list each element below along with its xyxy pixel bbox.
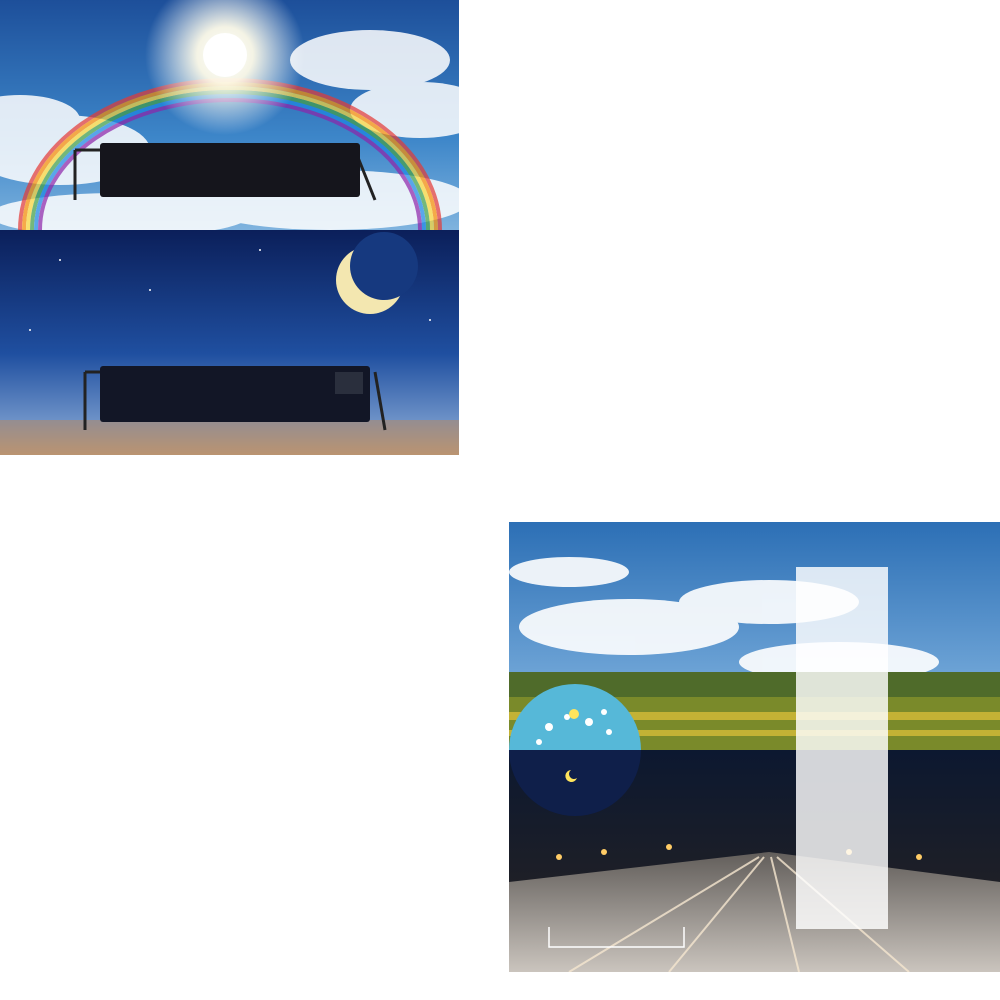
day-night-light-photo (0, 0, 459, 455)
day-night-cycle-icon (509, 684, 641, 816)
brightness-levels-photo (509, 522, 1000, 972)
night-light-fixture (85, 366, 385, 430)
diy-mode-section (22, 495, 502, 499)
day-light-fixture (75, 143, 375, 200)
default-mode-section (487, 12, 997, 16)
brightness-legend-panel (796, 567, 888, 929)
